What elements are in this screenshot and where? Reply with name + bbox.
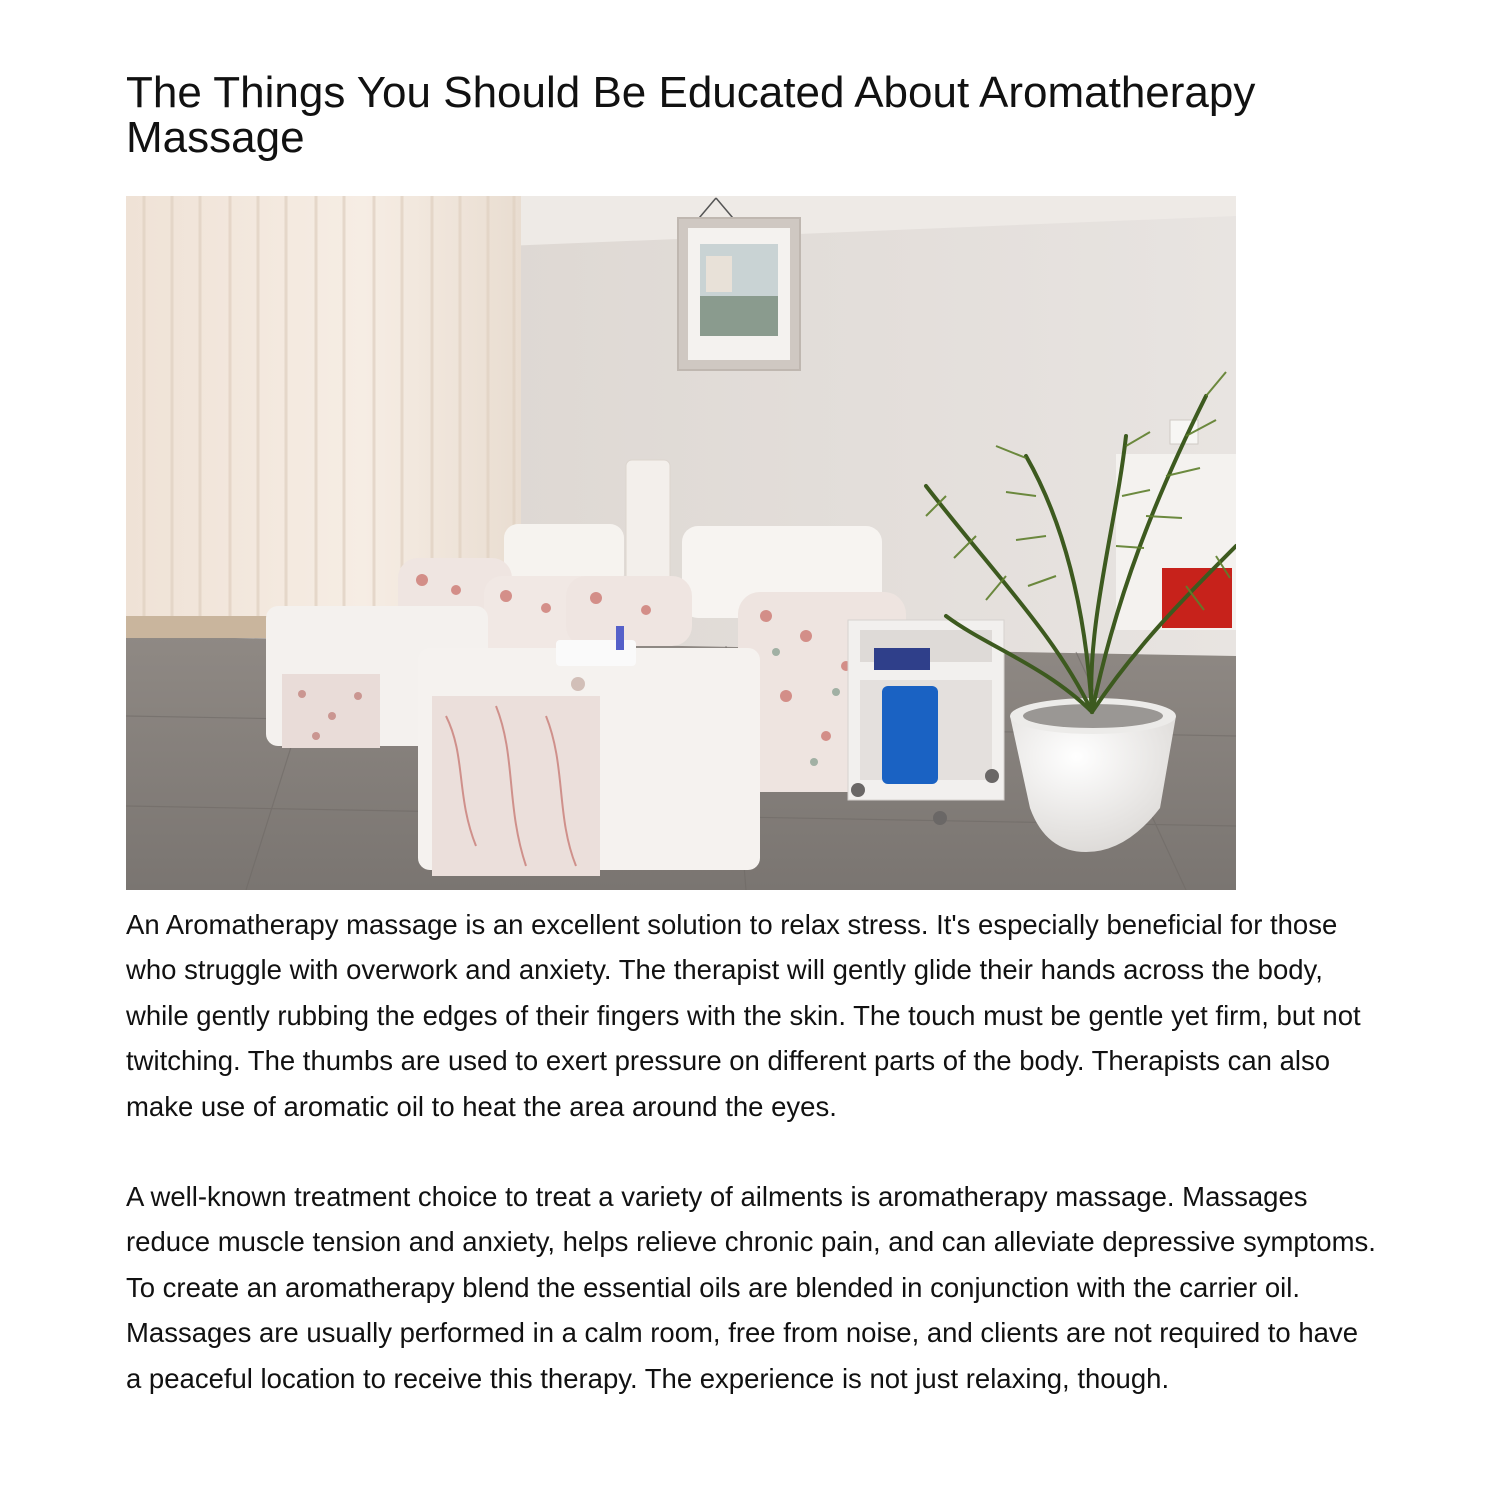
paragraph-1: An Aromatherapy massage is an excellent solution to relax stress. It's especially beneficial for those who struggle with overwork and anxiety. The therapist will gently glide their hands across the body, while gently rubbing the edges of their fingers with the skin. The touch must be gentle yet firm, but not twitching. The thumbs are used to exert pressure on different parts of the body. Therapists can also make use of aromatic oil to heat the area around the eyes. [126, 909, 1361, 1122]
paragraph-2: A well-known treatment choice to treat a variety of ailments is aromatherapy massage. Massages reduce muscle tension and anxiety, helps relieve chronic pain, and can alleviate depressive symptoms. To create an aromatherapy blend the essential oils are blended in conjunction with the carrier oil. Massages are usually performed in a calm room, free from noise, and clients are not required to have a peaceful location to receive this therapy. The experience is not just relaxing, though. [126, 1181, 1376, 1394]
page-title: The Things You Should Be Educated About Aromatherapy Massage [126, 68, 1256, 162]
spa-room-photo [126, 196, 1236, 890]
